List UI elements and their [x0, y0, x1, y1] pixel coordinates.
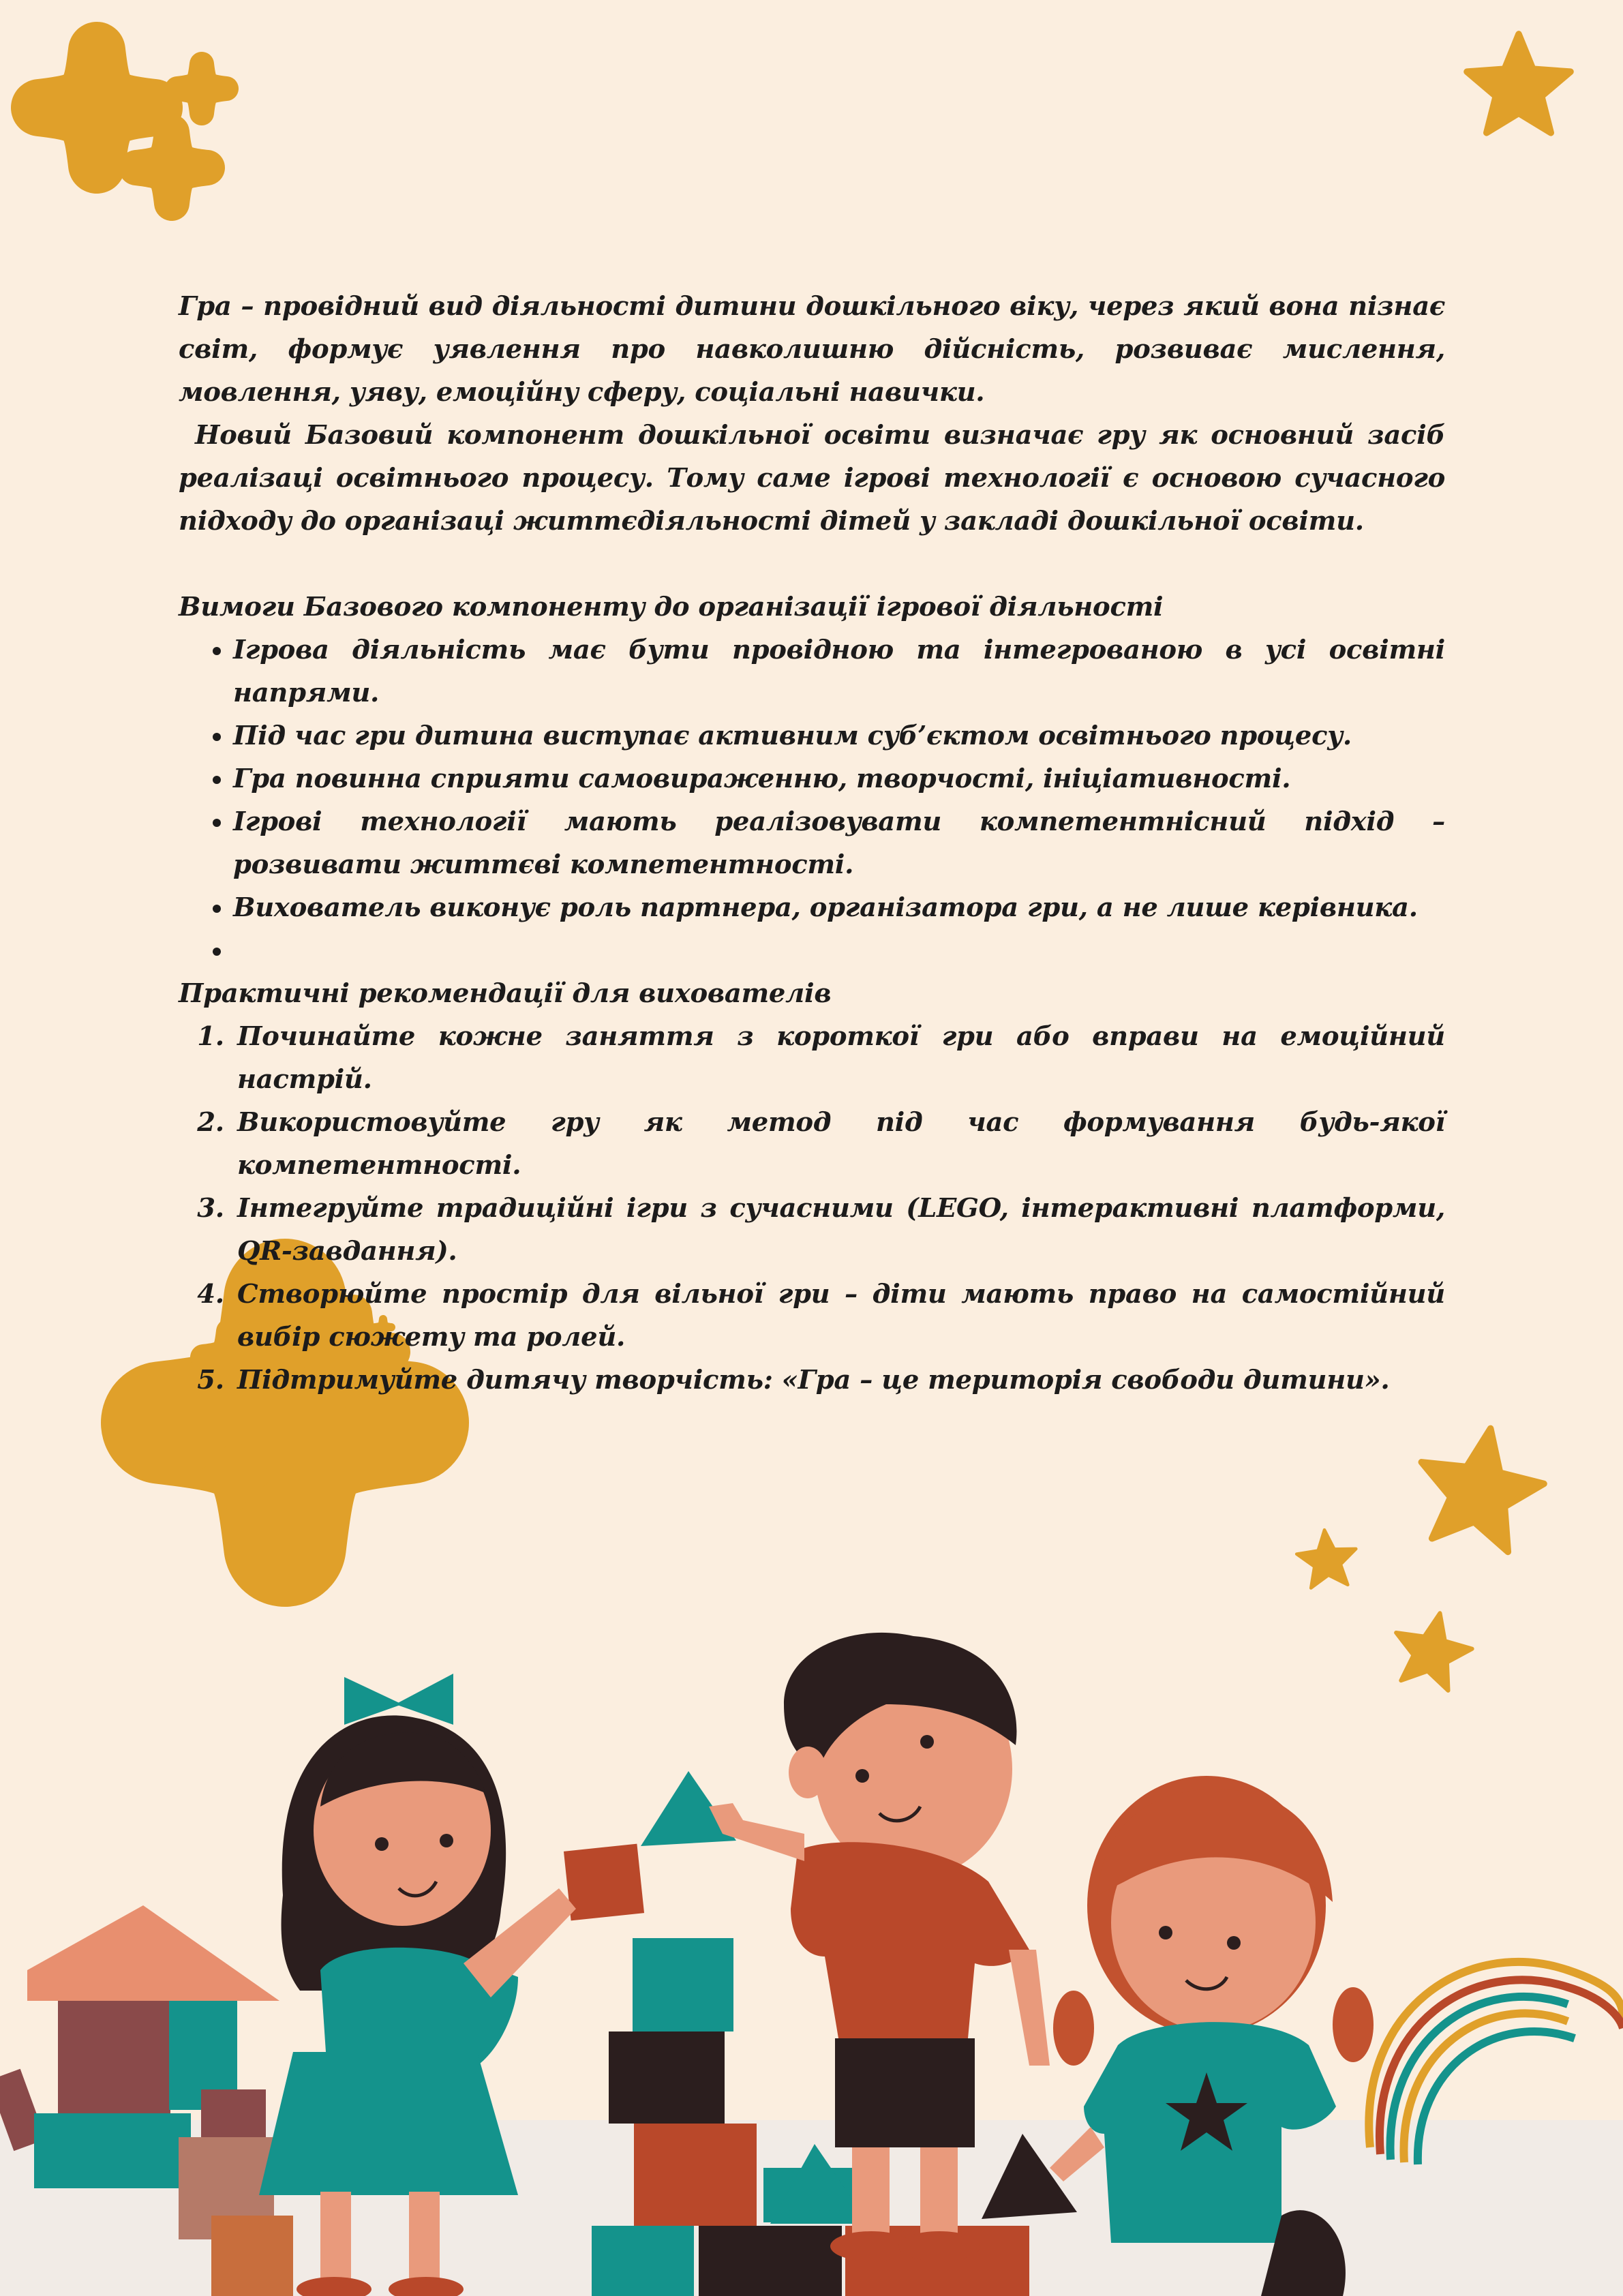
intro-paragraph: Гра – провідний вид діяльності дитини дошкільного віку, через який вона пізнає світ, формує уявлення про навколишню дійсність, розвиває мислення, мовлення, уяву, емоційну сферу, соціальні навички.: [179, 291, 1445, 408]
list-item: 1. Починайте кожне заняття з короткої гри або вправи на емоційний настрій.: [233, 1015, 1445, 1101]
list-item: • Ігрові технології мають реалізовувати компетентнісний підхід – розвивати життєві компетентності.: [233, 800, 1445, 886]
list-item: • Під час гри дитина виступає активним суб’єктом освітнього процесу.: [233, 714, 1445, 757]
list-item: 3. Інтегруйте традиційні ігри з сучасними (LEGO, інтерактивні платформи, QR-завдання).: [233, 1187, 1445, 1273]
list-item: 2. Використовуйте гру як метод під час формування будь-якої компетентності.: [233, 1101, 1445, 1187]
list-item: • Гра повинна сприяти самовираженню, творчості, ініціативності.: [233, 757, 1445, 800]
list-item: • Ігрова діяльність має бути провідною та інтегрованою в усі освітні напрями.: [233, 629, 1445, 714]
intro-paragraph: Новий Базовий компонент дошкільної освіти визначає гру як основний засіб реалізаці освітнього процесу. Тому саме ігрові технології є основою сучасного підходу до організаці життєдіяльності дітей у закладі дошкільної освіти.: [179, 420, 1445, 537]
list-item: • Вихователь виконує роль партнера, організатора гри, а не лише керівника.: [233, 886, 1445, 929]
recommendations-heading: Практичні рекомендації для вихователів: [179, 978, 832, 1009]
list-item: 5. Підтримуйте дитячу творчість: «Гра – це територія свободи дитини».: [233, 1359, 1445, 1402]
list-item: 4. Створюйте простір для вільної гри – діти мають право на самостійний вибір сюжету та ролей.: [233, 1273, 1445, 1359]
requirements-heading: Вимоги Базового компоненту до організації ігрової діяльності: [179, 592, 1164, 622]
